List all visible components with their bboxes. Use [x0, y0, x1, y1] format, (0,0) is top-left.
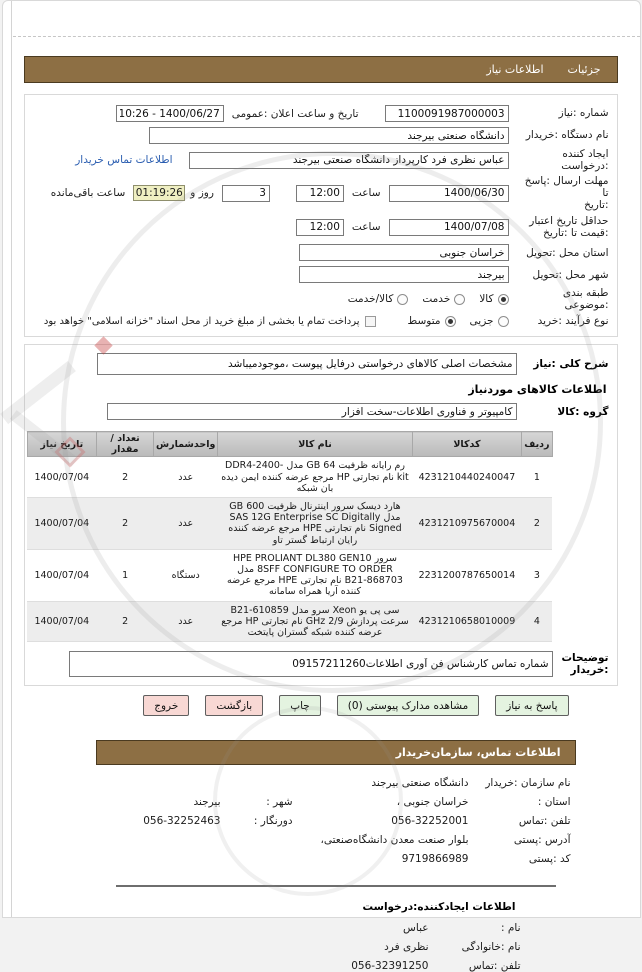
deadline-hour-label: ساعت — [351, 187, 381, 200]
need-general-panel — [24, 94, 618, 337]
remaining-days-input[interactable] — [222, 185, 270, 202]
province-label: استان : — [537, 796, 571, 809]
col-row-no: ردیف — [522, 432, 552, 457]
buyer-contact-info — [25, 777, 571, 865]
treasury-checkbox-label: پرداخت تمام یا بخشی از مبلغ خرید از محل اسناد "خزانه اسلامی" خواهد بود — [43, 315, 360, 327]
announce-datetime-input[interactable] — [116, 105, 224, 122]
creator-info — [25, 922, 521, 972]
items-table-header-row — [27, 432, 552, 457]
need-number-input[interactable] — [385, 105, 509, 122]
exit-button[interactable]: خروج — [143, 695, 189, 716]
items-section-title: اطلاعات کالاهای موردنیاز — [468, 383, 607, 397]
buyer-notes-input[interactable] — [69, 651, 553, 677]
goods-group-label: گروه :کالا — [557, 405, 609, 418]
attachments-button[interactable]: مشاهده مدارک پیوستی (0) — [337, 695, 479, 716]
delivery-province-label: استان محل :تحویل — [526, 246, 609, 259]
radio-minor-label: جزیی — [469, 315, 494, 328]
tab-need-info[interactable]: اطلاعات نیاز — [486, 63, 544, 76]
announce-datetime-label: تاریخ و ساعت اعلان :عمومی — [231, 107, 359, 120]
phone-value: 056-32252001 — [391, 815, 469, 828]
buyer-org-input[interactable] — [149, 127, 509, 144]
creator-name-label: نام : — [501, 922, 521, 935]
radio-medium-icon[interactable] — [445, 316, 456, 327]
radio-goods-services-icon[interactable] — [397, 294, 408, 305]
city-value: بیرجند — [193, 796, 221, 809]
need-details-page — [2, 0, 641, 972]
table-row: 3 2231200787650014 سرور HPE PROLIANT DL380 GEN10 8SFF CONFIGURE TO ORDER مدل 868703-B21 نام تجارتی HPE مرجع عرضه کننده آریا همراه سامانه دستگاه 1 1400/07/04 — [27, 549, 552, 601]
action-buttons — [25, 695, 569, 716]
remaining-days-label: روز و — [190, 187, 214, 200]
radio-minor-icon[interactable] — [498, 316, 509, 327]
radio-medium-label: متوسط — [407, 315, 441, 328]
need-description-label: شرح کلی :نیاز — [533, 358, 609, 371]
address-label: آدرس :پستی — [513, 834, 571, 847]
fax-value: 056-32252463 — [143, 815, 221, 828]
creator-family-label: نام :خانوادگی — [461, 941, 521, 954]
radio-goods-label: کالا — [479, 293, 494, 306]
col-item-name: نام کالا — [218, 432, 412, 457]
address-value: بلوار صنعت معدن دانشگاه‌صنعتی، — [320, 834, 469, 847]
respond-button[interactable]: پاسخ به نیاز — [495, 695, 568, 716]
delivery-province-input[interactable] — [299, 244, 509, 261]
delivery-city-input[interactable] — [299, 266, 509, 283]
need-number-label: شماره :نیاز — [558, 107, 609, 120]
delivery-city-label: شهر محل :تحویل — [532, 268, 609, 281]
fax-label: دورنگار : — [253, 815, 293, 828]
col-need-date: تاریخ نیاز — [27, 432, 97, 457]
table-row: 2 4231210975670004 هارد دیسک سرور اینترنال ظرفیت 600 GB مدل SAS 12G Enterprise SC Digitally Signed نام تجارتی HPE مرجع عرضه کننده رایان ارتباط گستر تاو عدد 2 1400/07/04 — [27, 498, 552, 550]
tab-details[interactable]: جزئیات — [567, 63, 601, 76]
tab-bar — [24, 56, 618, 83]
creator-phone-label: تلفن :تماس — [468, 960, 521, 972]
remaining-time-label: ساعت باقی‌مانده — [50, 187, 126, 200]
price-validity-label: حداقل تاریخ اعتبار :قیمت تا :تاریخ — [529, 215, 609, 240]
request-creator-label: ایجاد کننده :درخواست — [561, 148, 609, 173]
creator-section-title: اطلاعات ایجادکننده:درخواست — [362, 901, 516, 914]
col-quantity: تعداد / مقدار — [97, 432, 154, 457]
province-value: خراسان جنوبی ، — [396, 796, 469, 809]
creator-name-value: عباس — [403, 922, 429, 935]
table-row: 1 4231210440240047 رم رایانه ظرفیت 64 GB مدل DDR4-2400- kit نام تجارتی HP مرجع عرضه کننده ایمن دیده بان شبکه عدد 2 1400/07/04 — [27, 457, 552, 498]
process-type-label: نوع فرآیند :خرید — [537, 315, 609, 328]
radio-service-label: خدمت — [422, 293, 451, 306]
radio-goods-icon[interactable] — [498, 294, 509, 305]
buyer-notes-label: توضیحات :خریدار — [561, 652, 609, 677]
section-divider — [116, 885, 556, 887]
city-label: شهر : — [266, 796, 293, 809]
radio-service-icon[interactable] — [454, 294, 465, 305]
table-row: 4 4231210658010009 سی پی یو Xeon سرو مدل 610859-B21 سرعت پردازش 2/9 GHz نام تجارتی HP مرجع عرضه کننده شبکه گستران پایتخت عدد 2 1400/07/04 — [27, 601, 552, 642]
radio-goods-services-label: کالا/خدمت — [347, 293, 394, 306]
validity-hour-label: ساعت — [351, 221, 381, 234]
back-button[interactable]: بازگشت — [205, 695, 263, 716]
remaining-time-box: 01:19:26 — [133, 185, 185, 201]
buyer-org-label: نام دستگاه :خریدار — [525, 129, 609, 142]
items-table — [27, 431, 553, 642]
classification-label: طبقه بندی :موضوعی — [562, 287, 609, 312]
goods-group-input[interactable] — [107, 403, 517, 420]
postal-code-label: کد :پستی — [528, 853, 571, 866]
response-deadline-time-input[interactable] — [296, 185, 344, 202]
print-button[interactable]: چاپ — [279, 695, 321, 716]
phone-label: تلفن :تماس — [518, 815, 571, 828]
need-description-input[interactable] — [97, 353, 517, 375]
response-deadline-label: مهلت ارسال :پاسخ تا :تاریخ — [524, 175, 609, 212]
col-item-code: کدکالا — [412, 432, 522, 457]
col-unit: واحدشمارش — [154, 432, 218, 457]
org-name-label: نام سازمان :خریدار — [485, 777, 571, 790]
org-name-value: دانشگاه صنعتی بیرجند — [371, 777, 469, 790]
response-deadline-date-input[interactable] — [389, 185, 509, 202]
creator-phone-value: 056-32391250 — [351, 960, 429, 972]
request-creator-input[interactable] — [189, 152, 509, 169]
treasury-checkbox[interactable] — [365, 316, 376, 327]
need-items-panel — [24, 344, 618, 686]
price-validity-time-input[interactable] — [296, 219, 344, 236]
buyer-contact-link[interactable]: اطلاعات تماس خریدار — [75, 154, 173, 167]
price-validity-date-input[interactable] — [389, 219, 509, 236]
creator-family-value: نظری فرد — [384, 941, 429, 954]
buyer-contact-header: اطلاعات تماس، سازمان‌خریدار — [96, 740, 576, 765]
postal-code-value: 9719866989 — [401, 853, 469, 866]
